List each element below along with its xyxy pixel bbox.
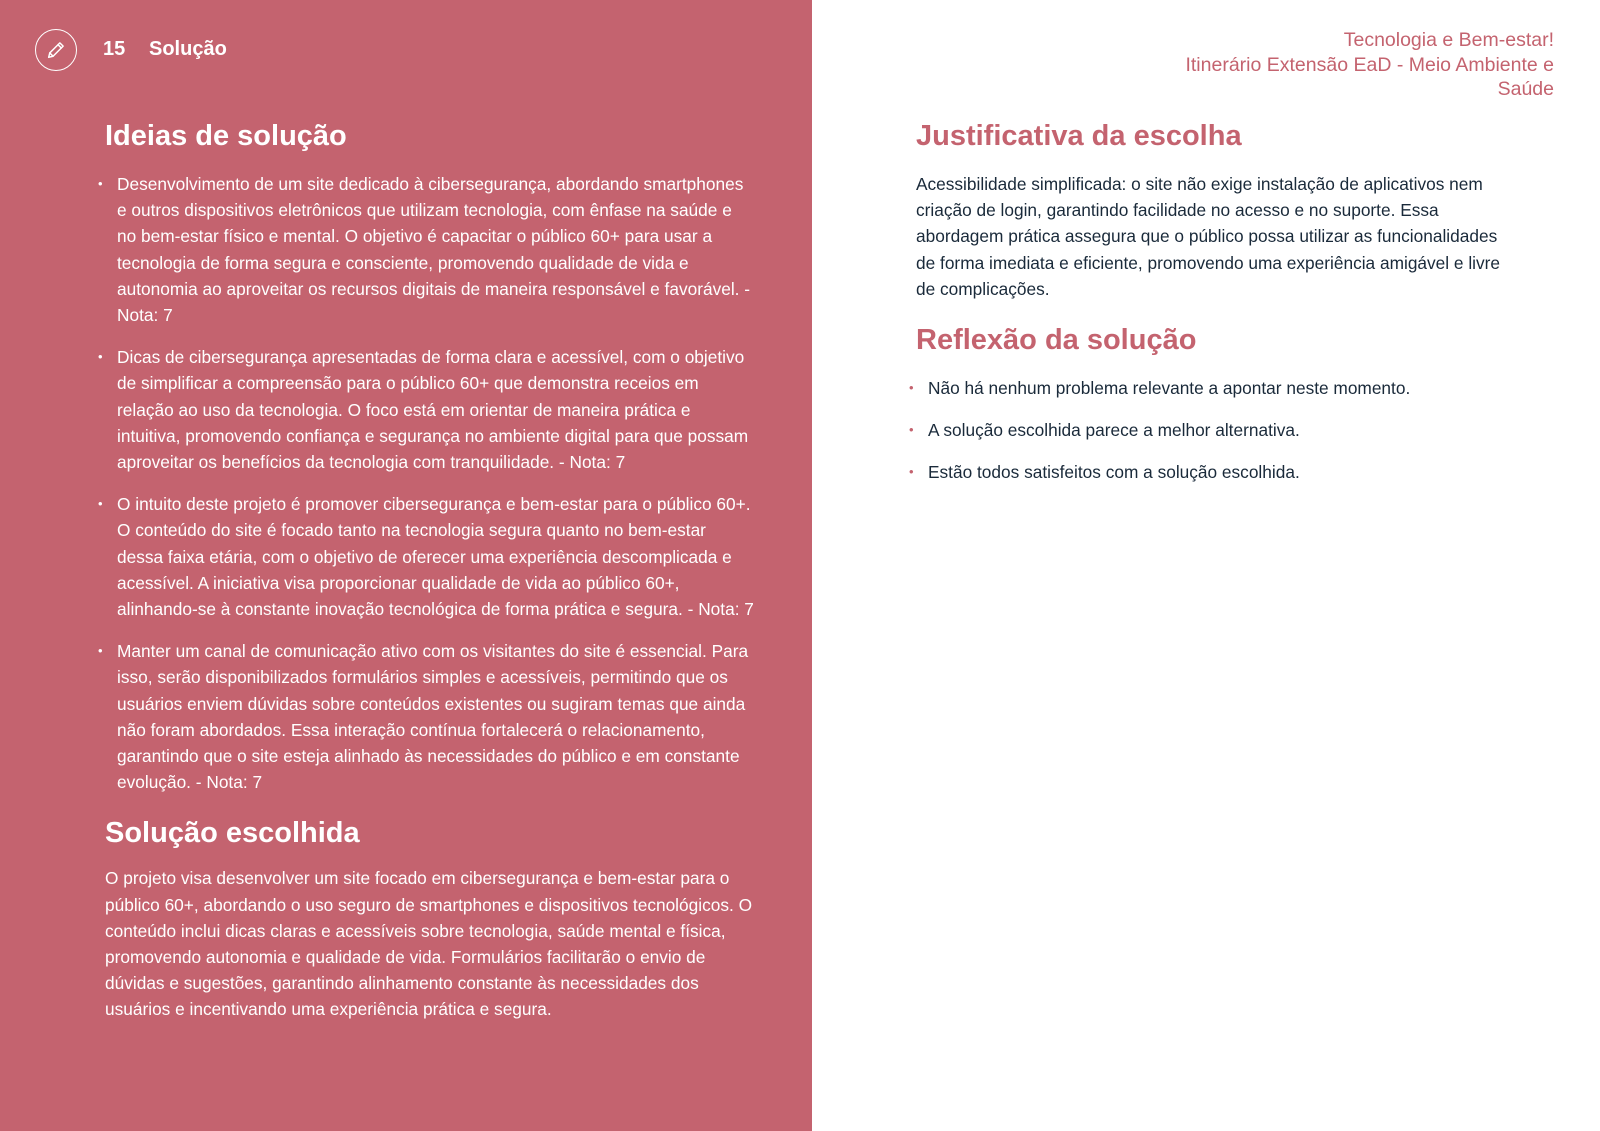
reflection-item: • Estão todos satisfeitos com a solução escolhida. [916, 459, 1516, 485]
justification-heading: Justificativa da escolha [916, 120, 1242, 152]
idea-item: • Dicas de cibersegurança apresentadas de forma clara e acessível, com o objetivo de simplificar a compreensão para o público 60+ que demonstra receios em relação ao uso da tecnologia. O foco está em orientar de maneira prática e intuitiva, promovendo confiança e segurança no ambiente digital para que possam aproveitar os benefícios da tecnologia com tranquilidade. - Nota: 7 [105, 344, 755, 475]
justification-text: Acessibilidade simplificada: o site não exige instalação de aplicativos nem criação de login, garantindo facilidade no acesso e no suporte. Essa abordagem prática assegura que o público possa utilizar as funcionalidades de forma imediata e eficiente, promovendo uma experiência amigável e livre de complicações. [916, 174, 1501, 299]
idea-item: • Manter um canal de comunicação ativo com os visitantes do site é essencial. Para isso, serão disponibilizados formulários simples e acessíveis, permitindo que os usuários enviem dúvidas sobre conteúdos existentes ou sugiram temas que ainda não foram abordados. Essa interação contínua fortalecerá o relacionamento, garantindo que o site esteja alinhado às necessidades do público e em constante evolução. - Nota: 7 [105, 638, 755, 795]
left-content [105, 118, 755, 1023]
page-number: 15 [103, 38, 126, 60]
reflection-list [916, 375, 1516, 486]
document-title [1114, 28, 1554, 102]
pencil-icon [35, 29, 77, 71]
reflection-item: • A solução escolhida parece a melhor alternativa. [916, 417, 1516, 443]
title-line: Itinerário Extensão EaD - Meio Ambiente e [1185, 53, 1554, 76]
idea-item: • O intuito deste projeto é promover cibersegurança e bem-estar para o público 60+. O conteúdo do site é focado tanto na tecnologia segura quanto no bem-estar dessa faixa etária, com o objetivo de oferecer uma experiência descomplicada e acessível. A iniciativa visa proporcionar qualidade de vida ao público 60+, alinhando-se à constante inovação tecnológica de forma prática e segura. - Nota: 7 [105, 491, 755, 622]
idea-item: • Desenvolvimento de um site dedicado à cibersegurança, abordando smartphones e outros dispositivos eletrônicos que utilizam tecnologia, com ênfase na saúde e no bem-estar físico e mental. O objetivo é capacitar o público 60+ para usar a tecnologia de forma segura e consciente, promovendo qualidade de vida e autonomia ao aproveitar os recursos digitais de maneira responsável e favorável. - Nota: 7 [105, 171, 755, 328]
reflection-heading: Reflexão da solução [916, 324, 1197, 357]
right-content [916, 118, 1516, 502]
section-label: Solução [149, 38, 227, 60]
title-line: Saúde [1497, 78, 1554, 100]
reflection-item: • Não há nenhum problema relevante a apontar neste momento. [916, 375, 1516, 401]
ideas-heading: Ideias de solução [105, 120, 347, 152]
title-line: Tecnologia e Bem-estar! [1343, 29, 1554, 51]
chosen-text: O projeto visa desenvolver um site focado em cibersegurança e bem-estar para o público 60+, abordando o uso seguro de smartphones e dispositivos tecnológicos. O conteúdo inclui dicas claras e acessíveis sobre tecnologia, saúde mental e física, promovendo autonomia e qualidade de vida. Formulários facilitarão o envio de dúvidas e sugestões, garantindo alinhamento constante às necessidades dos usuários e incentivando uma experiência prática e segura. [105, 868, 753, 1020]
chosen-heading: Solução escolhida [105, 817, 360, 850]
ideas-list [105, 171, 755, 795]
